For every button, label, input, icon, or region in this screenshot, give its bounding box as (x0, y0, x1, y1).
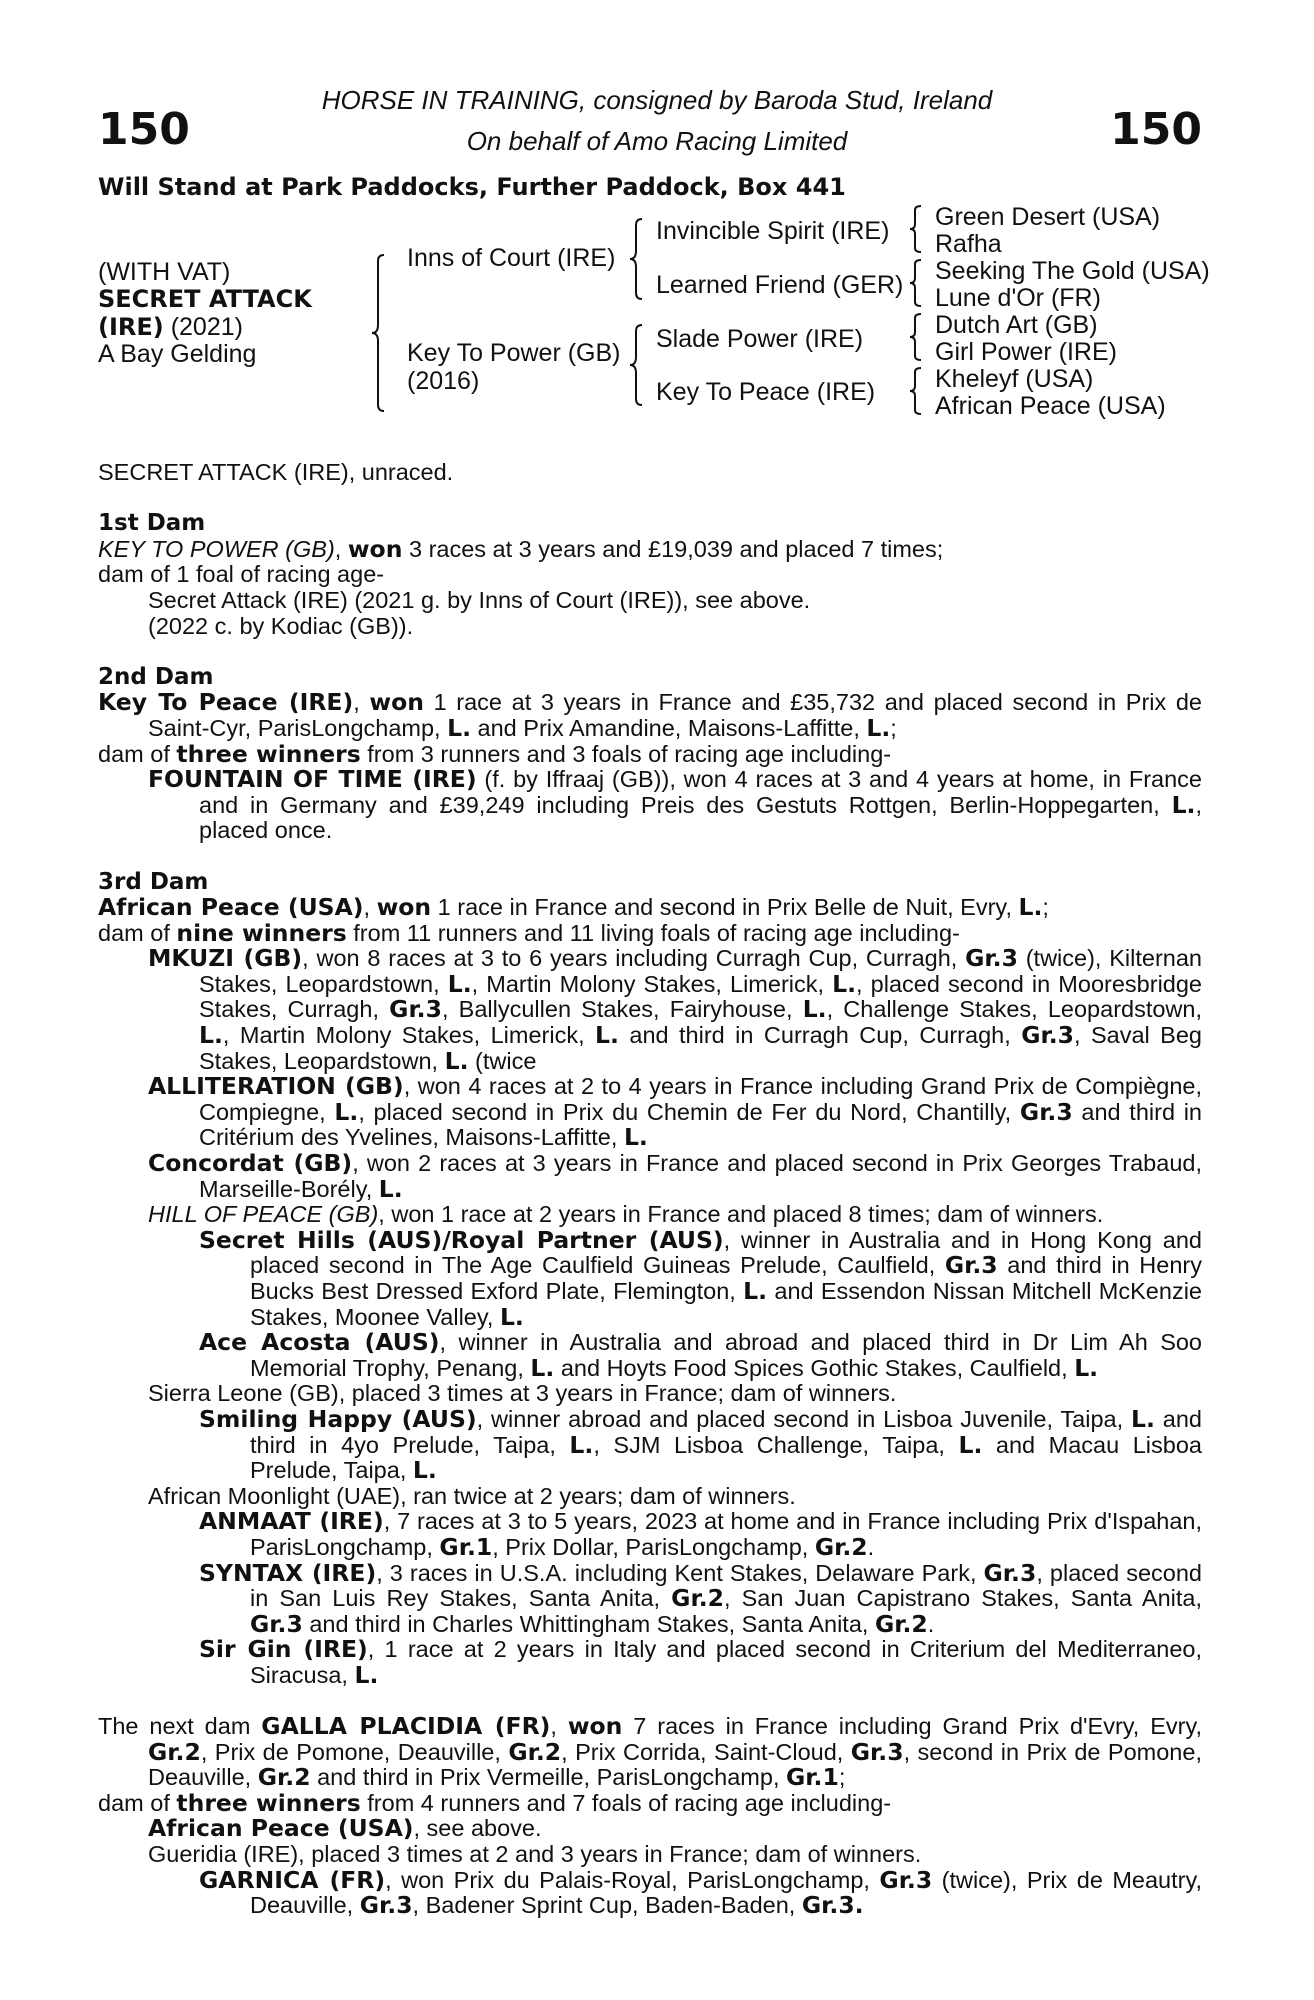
produce-item: Gueridia (IRE), placed 3 times at 2 and 3 years in France; dam of winners. (148, 1841, 922, 1868)
third-dam-heading: 3rd Dam (98, 868, 209, 895)
dam-sire: Slade Power (IRE) (656, 325, 864, 353)
dam-year: (2016) (407, 367, 480, 395)
third-dam-record: African Peace (USA), won 1 race in France and second in Prix Belle de Nuit, Evry, L.; (98, 893, 1049, 922)
dam-name: Key To Power (GB) (407, 339, 621, 367)
dds-name: Kheleyf (USA) (935, 365, 1094, 393)
grand-produce-item: ANMAAT (IRE), 7 races at 3 to 5 years, 2023 at home and in France including Prix d'Ispahan, ParisLongchamp, Gr.1, Prix Dollar, ParisLongchamp, Gr.2. (199, 1507, 1202, 1561)
sire-sire: Invincible Spirit (IRE) (656, 217, 890, 245)
vat-label: (WITH VAT) (98, 258, 231, 286)
first-dam-produce-intro: dam of 1 foal of racing age- (98, 561, 385, 588)
first-dam-name: KEY TO POWER (GB) (98, 535, 335, 562)
produce-item: ALLITERATION (GB), won 4 races at 2 to 4 years in France including Grand Prix de Compiègne, Compiegne, L., placed second in Prix du Chemin de Fer du Nord, Chantilly, Gr.3 and third in Critérium des Yvelines, Maisons-Laffitte, L. (148, 1072, 1203, 1152)
second-dam-produce-intro: dam of three winners from 3 runners and 3 foals of racing age including- (98, 739, 892, 768)
next-dam-produce-intro: dam of three winners from 4 runners and 7 foals of racing age including- (98, 1788, 892, 1817)
consignor-line: HORSE IN TRAINING, consigned by Baroda Stud, Ireland (321, 85, 993, 115)
dam-dam: Key To Peace (IRE) (656, 378, 876, 406)
sire-name: Inns of Court (IRE) (407, 244, 616, 272)
second-dam-record: Key To Peace (IRE), won 1 race at 3 years in France and £35,732 and placed second in Prix de Saint-Cyr, ParisLongchamp, L. and Prix Amandine, Maisons-Laffitte, L.; (98, 688, 1202, 742)
brace-sd (908, 258, 926, 308)
produce-item: HILL OF PEACE (GB), won 1 race at 2 years in France and placed 8 times; dam of winners. (148, 1201, 1104, 1228)
horse-name: SECRET ATTACK (98, 285, 312, 313)
produce-item: MKUZI (GB), won 8 races at 3 to 6 years including Curragh Cup, Curragh, Gr.3 (twice), Kilternan Stakes, Leopardstown, L., Martin Molony Stakes, Limerick, L., placed second in Mooresbridge Stakes, Curragh, Gr.3, Ballycullen Stakes, Fairyhouse, L., Challenge Stakes, Leopardstown, L., Martin Molony Stakes, Limerick, L. and third in Curragh Cup, Curragh, Gr.3, Saval Beg Stakes, Leopardstown, L. (twice (148, 944, 1203, 1075)
second-dam-heading: 2nd Dam (98, 663, 214, 690)
first-dam-heading: 1st Dam (98, 510, 206, 537)
horse-description: A Bay Gelding (98, 340, 257, 368)
sdd-name: Lune d'Or (FR) (935, 284, 1101, 312)
produce-item: Concordat (GB), won 2 races at 3 years in France and placed second in Prix Georges Trabaud, Marseille-Borély, L. (148, 1149, 1202, 1203)
brace-ds (908, 312, 926, 362)
brace-dd (908, 366, 926, 416)
lot-number-left: 150 (98, 104, 190, 155)
first-dam-record: KEY TO POWER (GB), won 3 races at 3 years and £19,039 and placed 7 times; (98, 534, 944, 563)
produce-item: African Peace (USA), see above. (148, 1814, 542, 1843)
behalf-line: On behalf of Amo Racing Limited (466, 126, 848, 156)
sds-name: Seeking The Gold (USA) (935, 257, 1210, 285)
brace-ss (908, 204, 926, 254)
horse-country: (IRE) (98, 313, 164, 341)
lot-number-right: 150 (1110, 104, 1202, 155)
ddd-name: African Peace (USA) (935, 392, 1166, 420)
grand-produce-item: GARNICA (FR), won Prix du Palais-Royal, ParisLongchamp, Gr.3 (twice), Prix de Meautry, Deauville, Gr.3, Badener Sprint Cup, Baden-Baden, Gr.3. (199, 1865, 1203, 1920)
next-dam-record: The next dam GALLA PLACIDIA (FR), won 7 races in France including Grand Prix d'Evry, Evry, Gr.2, Prix de Pomone, Deauville, Gr.2, Prix Corrida, Saint-Cloud, Gr.3, second in Prix de Pomone, Deauville, Gr.2 and third in Prix Vermeille, ParisLongchamp, Gr.1; (98, 1712, 1202, 1792)
stand-location: Will Stand at Park Paddocks, Further Paddock, Box 441 (98, 173, 846, 201)
second-dam-name: Key To Peace (IRE) (98, 688, 354, 717)
ssd-name: Rafha (935, 230, 1002, 258)
third-dam-produce-intro: dam of nine winners from 11 runners and 11 living foals of racing age including- (98, 918, 960, 947)
produce-item: (2022 c. by Kodiac (GB)). (148, 612, 414, 639)
sss-name: Green Desert (USA) (935, 203, 1161, 231)
grand-produce-item: Secret Hills (AUS)/Royal Partner (AUS), winner in Australia and in Hong Kong and placed second in The Age Caulfield Guineas Prelude, Caulfield, Gr.3 and third in Henry Bucks Best Dressed Exford Plate, Flemington, L. and Essendon Nissan Mitchell McKenzie Stakes, Moonee Valley, L. (199, 1225, 1202, 1331)
brace-sire (628, 217, 648, 301)
dss-name: Dutch Art (GB) (935, 311, 1098, 339)
produce-item: FOUNTAIN OF TIME (IRE) (f. by Iffraaj (GB)), won 4 races at 3 and 4 years at home, in France and in Germany and £39,249 including Preis des Gestuts Rottgen, Berlin-Hoppegarten, L., placed once. (148, 765, 1202, 844)
produce-item: Sierra Leone (GB), placed 3 times at 3 years in France; dam of winners. (148, 1380, 897, 1407)
sire-dam: Learned Friend (GER) (656, 271, 904, 299)
grand-produce-item: SYNTAX (IRE), 3 races in U.S.A. including Kent Stakes, Delaware Park, Gr.3, placed second in San Luis Rey Stakes, Santa Anita, Gr.2, San Juan Capistrano Stakes, Santa Anita, Gr.3 and third in Charles Whittingham Stakes, Santa Anita, Gr.2. (199, 1558, 1203, 1638)
grand-produce-item: Sir Gin (IRE), 1 race at 2 years in Italy and placed second in Criterium del Mediterraneo, Siracusa, L. (199, 1635, 1202, 1689)
dsd-name: Girl Power (IRE) (935, 338, 1117, 366)
grand-produce-item: Smiling Happy (AUS), winner abroad and placed second in Lisboa Juvenile, Taipa, L. and third in 4yo Prelude, Taipa, L., SJM Lisboa Challenge, Taipa, L. and Macau Lisboa Prelude, Taipa, L. (199, 1404, 1202, 1485)
catalogue-body (98, 460, 1202, 1919)
horse-year: (2021) (170, 313, 243, 341)
produce-item: Secret Attack (IRE) (2021 g. by Inns of Court (IRE)), see above. (148, 586, 811, 613)
brace-main (370, 253, 390, 413)
horse-origin-year (98, 313, 243, 341)
horse-summary: SECRET ATTACK (IRE), unraced. (98, 459, 454, 485)
brace-dam (628, 323, 648, 407)
produce-item: African Moonlight (UAE), ran twice at 2 years; dam of winners. (148, 1482, 796, 1509)
grand-produce-item: Ace Acosta (AUS), winner in Australia and abroad and placed third in Dr Lim Ah Soo Memorial Trophy, Penang, L. and Hoyts Food Spices Gothic Stakes, Caulfield, L. (199, 1328, 1203, 1382)
